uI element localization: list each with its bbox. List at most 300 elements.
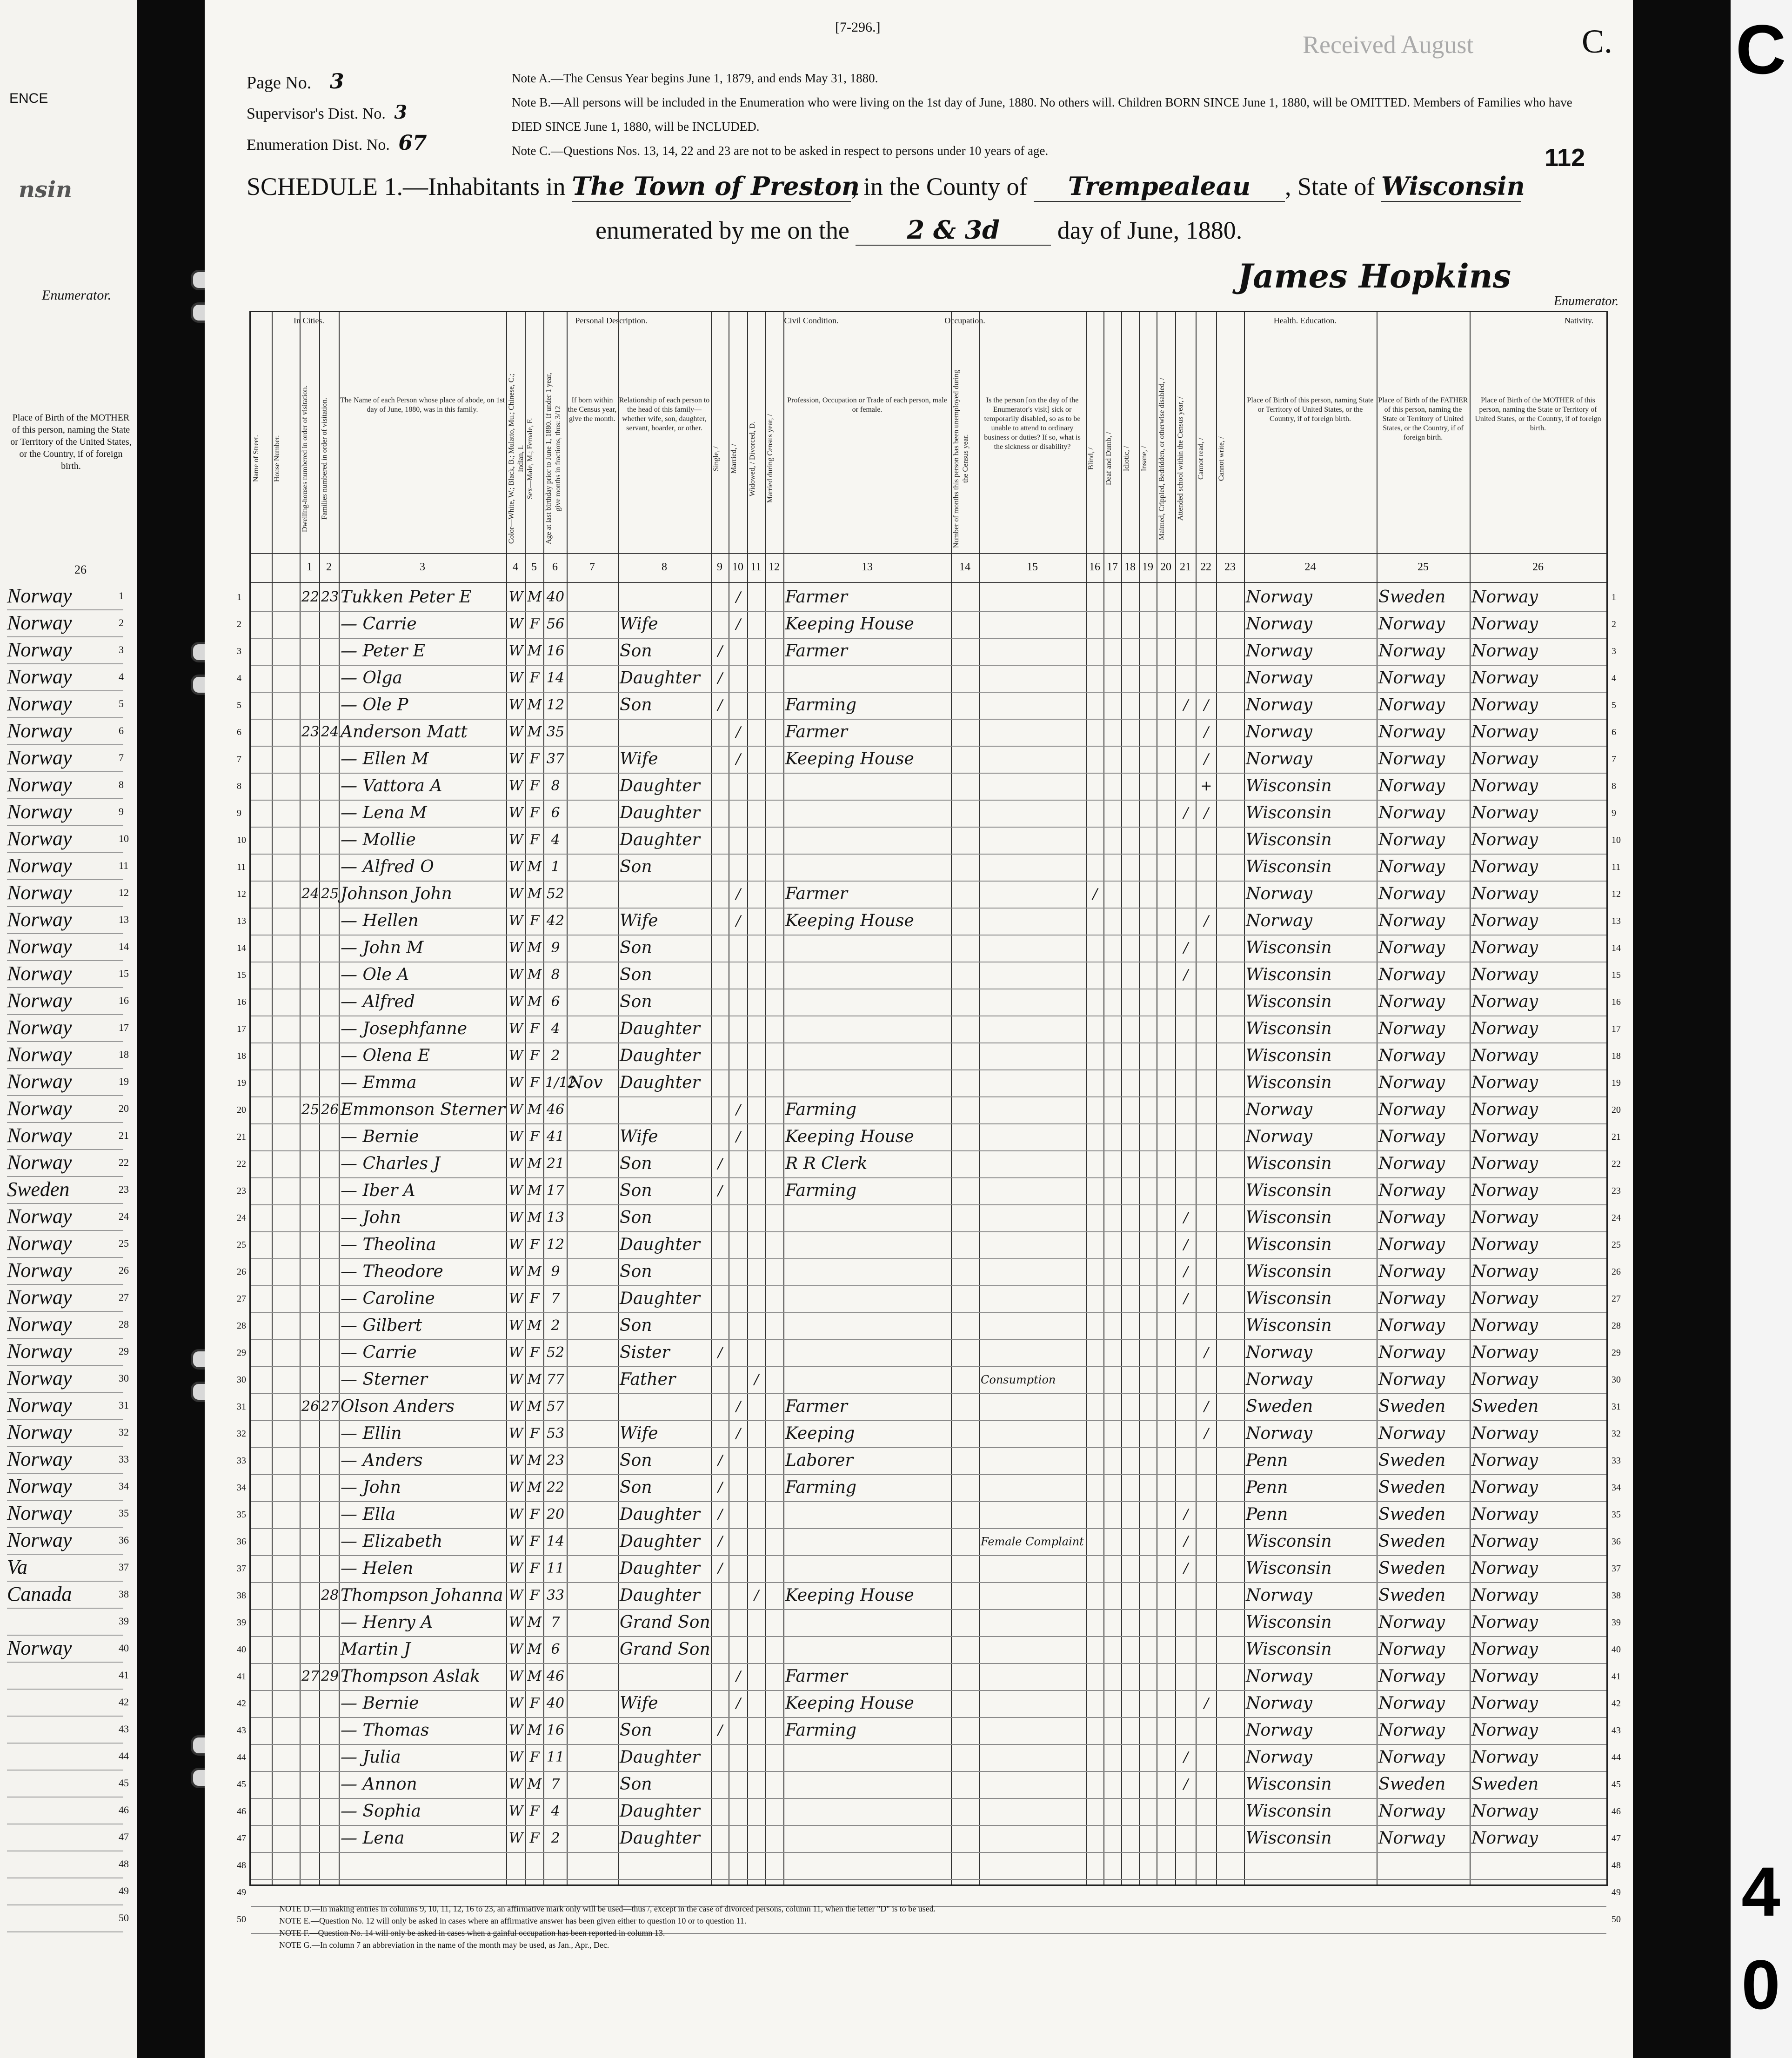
table-row [237, 1312, 1621, 1340]
cell-occ: R R Clerk [785, 1154, 868, 1173]
prev-page-row-number: 15 [119, 968, 129, 979]
cell-color: W [508, 1344, 523, 1361]
cell-b24: Norway [1246, 1370, 1312, 1389]
cell-b26: Norway [1471, 1829, 1538, 1848]
cell-color: W [508, 589, 523, 605]
cell-b24: Wisconsin [1246, 1073, 1332, 1092]
table-row [237, 1042, 1621, 1070]
cell-b24: Norway [1246, 641, 1312, 661]
margin-strip [1731, 0, 1792, 2058]
cell-b26: Norway [1471, 1721, 1538, 1740]
cell-b24: Wisconsin [1246, 965, 1332, 984]
cell-b25: Sweden [1378, 1451, 1446, 1470]
cell-name: — Ellen M [341, 749, 429, 768]
row-number: 15 [1611, 970, 1621, 980]
cell-blind: / [1092, 886, 1098, 902]
column-header: Color—White, W.; Black, B.; Mulatto, Mu.; Chinese, C.; Indian, I. [508, 374, 525, 544]
prev-page-state-fragment: nsin [19, 177, 73, 203]
cell-color: W [508, 1317, 523, 1334]
row-number-left: 46 [237, 1806, 246, 1817]
row-number: 29 [1611, 1348, 1621, 1358]
county-label: , in the County of [850, 173, 1028, 200]
cell-age: 20 [546, 1506, 565, 1523]
cell-color: W [508, 1479, 523, 1496]
cell-sex: M [527, 1479, 542, 1496]
row-number-left: 38 [237, 1590, 246, 1601]
cell-widowed: / [754, 1587, 759, 1604]
cell-sex: F [529, 1048, 540, 1064]
footnotes [279, 1903, 1535, 1951]
table-row [237, 962, 1621, 989]
cell-b24: Norway [1246, 1424, 1312, 1443]
cell-sex: F [529, 832, 540, 848]
cell-single: / [717, 1722, 723, 1738]
cell-sex: F [529, 1533, 540, 1550]
cell-married: / [736, 1102, 741, 1118]
row-number-left: 2 [237, 619, 241, 629]
row-number-left: 26 [237, 1267, 246, 1277]
cell-rel: Daughter [620, 668, 700, 688]
cell-married: / [736, 724, 741, 740]
cell-occ: Keeping House [785, 1127, 914, 1146]
prev-page-row-number: 32 [119, 1426, 129, 1438]
cell-b24: Wisconsin [1246, 938, 1332, 957]
cell-age: 16 [546, 1722, 565, 1738]
prev-page-row-number: 49 [119, 1885, 129, 1897]
cell-color: W [508, 1290, 523, 1307]
row-number: 22 [1611, 1159, 1621, 1169]
prev-page-row: Norway [7, 1014, 123, 1042]
cell-school: / [1183, 1236, 1189, 1253]
cell-occ: Keeping House [785, 749, 914, 768]
column-number: 18 [1124, 561, 1136, 573]
cell-occ: Farming [785, 695, 857, 715]
prev-page-row: Norway [7, 744, 123, 772]
column-number: 8 [662, 561, 667, 573]
table-row [237, 1825, 1621, 1853]
cell-sex: M [527, 697, 542, 713]
cell-color: W [508, 1371, 523, 1388]
prev-page-row [7, 1878, 123, 1905]
cell-b25: Norway [1378, 1829, 1445, 1848]
state-label: , State of [1284, 173, 1375, 200]
cell-occ: Farmer [785, 722, 848, 742]
row-number-left: 42 [237, 1698, 246, 1709]
row-number: 50 [1611, 1914, 1621, 1924]
column-number: 24 [1304, 561, 1316, 573]
cell-b25: Norway [1378, 803, 1445, 822]
cell-b25: Norway [1378, 668, 1445, 688]
cell-b24: Norway [1246, 1694, 1312, 1713]
cell-b26: Norway [1471, 722, 1538, 742]
row-number: 9 [1611, 808, 1616, 818]
cell-b24: Penn [1246, 1451, 1288, 1470]
prev-page-row [7, 1797, 123, 1824]
cell-b26: Norway [1471, 1424, 1538, 1443]
cell-fam: 24 [321, 724, 339, 740]
prev-page-row: Norway [7, 1068, 123, 1096]
cell-b25: Norway [1378, 965, 1445, 984]
row-number-left: 4 [237, 673, 241, 683]
cell-fam: 28 [321, 1587, 339, 1604]
cell-b25: Norway [1378, 1694, 1445, 1713]
prev-page-row: Norway [7, 1473, 123, 1501]
prev-page-row-number: 47 [119, 1831, 129, 1843]
cell-color: W [508, 724, 523, 740]
column-number: 22 [1200, 561, 1211, 573]
row-number: 44 [1611, 1752, 1621, 1763]
cell-dw: 26 [301, 1398, 320, 1415]
cell-name: — Olga [341, 668, 402, 688]
cell-sex: M [527, 859, 542, 875]
prev-page-row: Norway [7, 852, 123, 880]
prev-page-row-number: 35 [119, 1507, 129, 1519]
table-row [237, 1339, 1621, 1367]
row-number: 49 [1611, 1887, 1621, 1898]
cell-widowed: / [754, 1371, 759, 1388]
cell-age: 1 [551, 859, 560, 875]
cell-sex: F [529, 1506, 540, 1523]
cell-rel: Wife [620, 911, 658, 930]
cell-age: 56 [546, 616, 565, 632]
table-row [237, 1366, 1621, 1394]
column-header: Dwelling-houses numbered in order of visitation. [301, 385, 309, 532]
cell-name: Thompson Johanna [341, 1586, 503, 1605]
cell-school: / [1183, 940, 1189, 956]
cell-age: 40 [546, 1695, 565, 1711]
cell-rel: Son [620, 641, 652, 661]
cell-sex: M [527, 1641, 542, 1657]
cell-color: W [508, 1803, 523, 1819]
cell-color: W [508, 886, 523, 902]
cell-age: 7 [551, 1290, 560, 1307]
place-value: The Town of Preston [571, 171, 860, 201]
cell-b25: Sweden [1378, 1775, 1446, 1794]
cell-sex: M [527, 886, 542, 902]
cell-b26: Norway [1471, 1802, 1538, 1821]
prev-page-row: Norway [7, 609, 123, 637]
row-number: 43 [1611, 1725, 1621, 1736]
row-number-left: 12 [237, 889, 246, 899]
cell-b24: Wisconsin [1246, 1289, 1332, 1308]
table-row [237, 989, 1621, 1016]
cell-age: 17 [546, 1183, 565, 1199]
prev-page-row-number: 37 [119, 1561, 129, 1573]
cell-age: 14 [546, 670, 565, 686]
cell-sex: F [529, 1560, 540, 1577]
row-number-left: 30 [237, 1375, 246, 1385]
cell-color: W [508, 1641, 523, 1657]
cell-b25: Norway [1378, 1343, 1445, 1362]
column-header: Place of Birth of the MOTHER of this person, naming the State or Territory of United States, or the Country, if of foreign birth. [1475, 396, 1601, 432]
cell-b25: Norway [1378, 938, 1445, 957]
cell-sex: M [527, 1317, 542, 1334]
row-number-left: 16 [237, 997, 246, 1007]
row-number: 3 [1611, 646, 1616, 656]
column-header: Attended school within the Census year, / [1177, 396, 1184, 521]
cell-b26: Norway [1471, 1559, 1538, 1578]
cell-b26: Norway [1471, 965, 1538, 984]
cell-age: 23 [546, 1452, 565, 1469]
cell-b25: Norway [1378, 1019, 1445, 1038]
prev-page-row-number: 39 [119, 1615, 129, 1627]
cell-color: W [508, 1102, 523, 1118]
prev-page-heading-fragment: ENCE [9, 91, 48, 106]
cell-b25: Norway [1378, 1424, 1445, 1443]
prev-page-row: Norway [7, 960, 123, 988]
enumerated-days: 2 & 3d [856, 215, 1051, 246]
enumerated-suffix: day of June, 1880. [1057, 216, 1243, 244]
row-number: 18 [1611, 1051, 1621, 1061]
cell-b26: Norway [1471, 1316, 1538, 1335]
cell-color: W [508, 967, 523, 983]
cell-color: W [508, 913, 523, 929]
prev-page-row [7, 1608, 123, 1636]
cell-age: 2 [551, 1830, 560, 1846]
cell-name: Anderson Matt [341, 722, 468, 742]
cell-age: 6 [551, 805, 560, 821]
cell-b25: Norway [1378, 776, 1445, 795]
cell-rel: Daughter [620, 1802, 700, 1821]
cell-b24: Penn [1246, 1478, 1288, 1497]
cell-single: / [717, 1452, 723, 1469]
cell-b25: Norway [1378, 1721, 1445, 1740]
margin-handwriting: 4 [1741, 1852, 1780, 1931]
note-d: NOTE D.—In making entries in columns 9, 10, 11, 12, 16 to 23, an affirmative mark only will be used—thus /, except in the case of divorced persons, column 11, when the letter "D" is to be used. [279, 1904, 936, 1913]
cell-b24: Norway [1246, 668, 1312, 688]
cell-name: — Elizabeth [341, 1532, 443, 1551]
table-row [237, 1096, 1621, 1124]
table-row [237, 1123, 1621, 1151]
cell-b26: Norway [1471, 938, 1538, 957]
cell-b24: Norway [1246, 1100, 1312, 1119]
cell-sex: M [527, 1371, 542, 1388]
prev-page-row: Norway [7, 906, 123, 934]
cell-rel: Wife [620, 749, 658, 768]
cell-rel: Wife [620, 615, 658, 634]
prev-page-row-number: 31 [119, 1399, 129, 1411]
cell-rel: Son [620, 1775, 652, 1794]
cell-school: / [1183, 1209, 1189, 1226]
prev-page-row-number: 36 [119, 1534, 129, 1546]
prev-page-row-number: 28 [119, 1318, 129, 1330]
column-header: Age at last birthday prior to June 1, 1880. If under 1 year, give months in fractions, thus: 3/12 [545, 373, 562, 545]
cell-sex: F [529, 1290, 540, 1307]
column-number: 10 [732, 561, 743, 573]
table-row [237, 584, 1616, 612]
cell-name: — Sophia [341, 1802, 421, 1821]
table-row [237, 881, 1621, 909]
cell-occ: Keeping House [785, 911, 914, 930]
column-number: 11 [750, 561, 762, 573]
cell-b26: Sweden [1471, 1775, 1539, 1794]
cell-sex: F [529, 1830, 540, 1846]
cell-sex: M [527, 1398, 542, 1415]
cell-fam: 25 [321, 886, 339, 902]
column-header: Blind, / [1087, 448, 1095, 470]
column-header: Cannot write, / [1217, 436, 1225, 481]
table-row [237, 1258, 1621, 1286]
cell-color: W [508, 1236, 523, 1253]
prev-page-row: Norway [7, 582, 123, 610]
table-row [237, 1474, 1621, 1502]
prev-page-row-number: 26 [119, 1264, 129, 1276]
cell-rel: Son [620, 1208, 652, 1227]
column-number: 3 [420, 561, 425, 573]
cell-single: / [717, 1533, 723, 1550]
row-number: 39 [1611, 1617, 1621, 1628]
row-number: 30 [1611, 1375, 1621, 1385]
prev-page-row-number: 6 [119, 725, 124, 736]
column-header: Married, / [730, 444, 738, 474]
cell-color: W [508, 643, 523, 659]
cell-name: — Emma [341, 1073, 417, 1092]
cell-occ: Farmer [785, 884, 848, 903]
prev-page-row-number: 16 [119, 995, 129, 1006]
cell-married: / [736, 1668, 741, 1684]
cell-b24: Norway [1246, 884, 1312, 903]
cell-married: / [736, 616, 741, 632]
cell-b24: Wisconsin [1246, 1262, 1332, 1281]
page-no-value: 3 [329, 70, 344, 94]
cell-occ: Farmer [785, 588, 848, 607]
column-header: If born within the Census year, give the month. [568, 396, 617, 423]
prev-page-row [7, 1851, 123, 1878]
row-number: 23 [1611, 1186, 1621, 1196]
cell-rel: Son [620, 1478, 652, 1497]
enumerator-label: Enumerator. [1554, 294, 1619, 308]
cell-rel: Grand Son [620, 1640, 710, 1659]
cell-occ: Laborer [785, 1451, 853, 1470]
cell-b25: Sweden [1378, 1532, 1446, 1551]
stamp-number: 112 [1545, 144, 1585, 172]
cell-age: 41 [546, 1129, 565, 1145]
cell-sex: F [529, 751, 540, 767]
row-number-left: 48 [237, 1860, 246, 1871]
row-number: 33 [1611, 1456, 1621, 1466]
cell-rel: Wife [620, 1127, 658, 1146]
row-number-left: 23 [237, 1186, 246, 1196]
column-header: Idiotic, / [1123, 446, 1130, 472]
cell-name: — Anders [341, 1451, 423, 1470]
row-number-left: 19 [237, 1078, 246, 1088]
cell-b25: Norway [1378, 1640, 1445, 1659]
table-row [237, 1177, 1621, 1205]
row-number-left: 37 [237, 1564, 246, 1574]
cell-b25: Norway [1378, 1667, 1445, 1686]
cell-dw: 25 [301, 1102, 320, 1118]
table-row [237, 1771, 1621, 1799]
cell-married: / [736, 1398, 741, 1415]
column-header: Relationship of each person to the head of this family—whether wife, son, daughter, servant, boarder, or other. [619, 396, 710, 432]
cell-age: 40 [546, 589, 565, 605]
cell-rel: Daughter [620, 1829, 700, 1848]
cell-rel: Son [620, 1316, 652, 1335]
row-number: 11 [1611, 862, 1621, 872]
cell-b25: Norway [1378, 1235, 1445, 1254]
cell-name: — Helen [341, 1559, 414, 1578]
cell-school: / [1183, 805, 1189, 821]
cell-name: — John [341, 1478, 401, 1497]
prev-page-row: Va [7, 1554, 123, 1582]
row-number: 42 [1611, 1698, 1621, 1709]
cell-color: W [508, 994, 523, 1010]
table-row [237, 692, 1616, 720]
cell-single: / [717, 1156, 723, 1172]
row-number-left: 17 [237, 1024, 246, 1034]
cell-rel: Daughter [620, 1019, 700, 1038]
prev-page-row: Norway [7, 1203, 123, 1231]
row-number: 37 [1611, 1564, 1621, 1574]
cell-rel: Son [620, 992, 652, 1011]
schedule-label: SCHEDULE 1.—Inhabitants in [247, 173, 566, 200]
row-number: 45 [1611, 1779, 1621, 1790]
cell-b24: Norway [1246, 911, 1312, 930]
cell-school: / [1183, 1533, 1189, 1550]
prev-page-row: Norway [7, 987, 123, 1015]
cell-rel: Wife [620, 1424, 658, 1443]
prev-page-row-number: 43 [119, 1723, 129, 1735]
prev-page-row-number: 23 [119, 1183, 129, 1195]
row-number: 17 [1611, 1024, 1621, 1034]
cell-b25: Sweden [1378, 588, 1446, 607]
table-row [237, 1690, 1621, 1718]
row-number-left: 40 [237, 1644, 246, 1655]
prev-page-col26-header: Place of Birth of the MOTHER of this person, naming the State or Territory of the United States, or the Country, if of foreign birth. [10, 413, 132, 471]
cell-sex: M [527, 1102, 542, 1118]
cell-sex: M [527, 967, 542, 983]
row-number-left: 25 [237, 1240, 246, 1250]
cell-color: W [508, 1533, 523, 1550]
cell-occ: Farming [785, 1721, 857, 1740]
row-number: 26 [1611, 1267, 1621, 1277]
cell-b26: Norway [1471, 857, 1538, 876]
cell-sex: M [527, 1183, 542, 1199]
table-row [237, 827, 1621, 855]
cell-b24: Norway [1246, 1586, 1312, 1605]
cell-rel: Son [620, 1181, 652, 1200]
cell-sex: F [529, 1425, 540, 1442]
cell-rel: Son [620, 857, 652, 876]
column-number: 20 [1160, 561, 1171, 573]
row-number-left: 29 [237, 1348, 246, 1358]
cell-age: 11 [546, 1560, 565, 1577]
cell-age: 52 [546, 1344, 565, 1361]
row-number: 16 [1611, 997, 1621, 1007]
colnum-divider [251, 582, 1606, 583]
cell-rel: Daughter [620, 1586, 700, 1605]
column-header: Single, / [712, 446, 720, 471]
cell-b25: Norway [1378, 615, 1445, 634]
cell-occ: Farming [785, 1181, 857, 1200]
cell-b25: Norway [1378, 695, 1445, 715]
row-number: 20 [1611, 1105, 1621, 1115]
cell-color: W [508, 1048, 523, 1064]
column-header: House Number. [273, 435, 281, 482]
table-row [237, 719, 1616, 747]
row-number: 25 [1611, 1240, 1621, 1250]
row-number: 4 [1611, 673, 1616, 683]
cell-b26: Norway [1471, 1370, 1538, 1389]
cell-b24: Wisconsin [1246, 1829, 1332, 1848]
cell-occ: Farmer [785, 641, 848, 661]
table-row [237, 1420, 1621, 1448]
form-code: [7-296.] [835, 20, 881, 35]
cell-occ: Farmer [785, 1667, 848, 1686]
cell-b26: Norway [1471, 1073, 1538, 1092]
table-row [237, 1744, 1621, 1772]
prev-page-row: Norway [7, 1446, 123, 1474]
